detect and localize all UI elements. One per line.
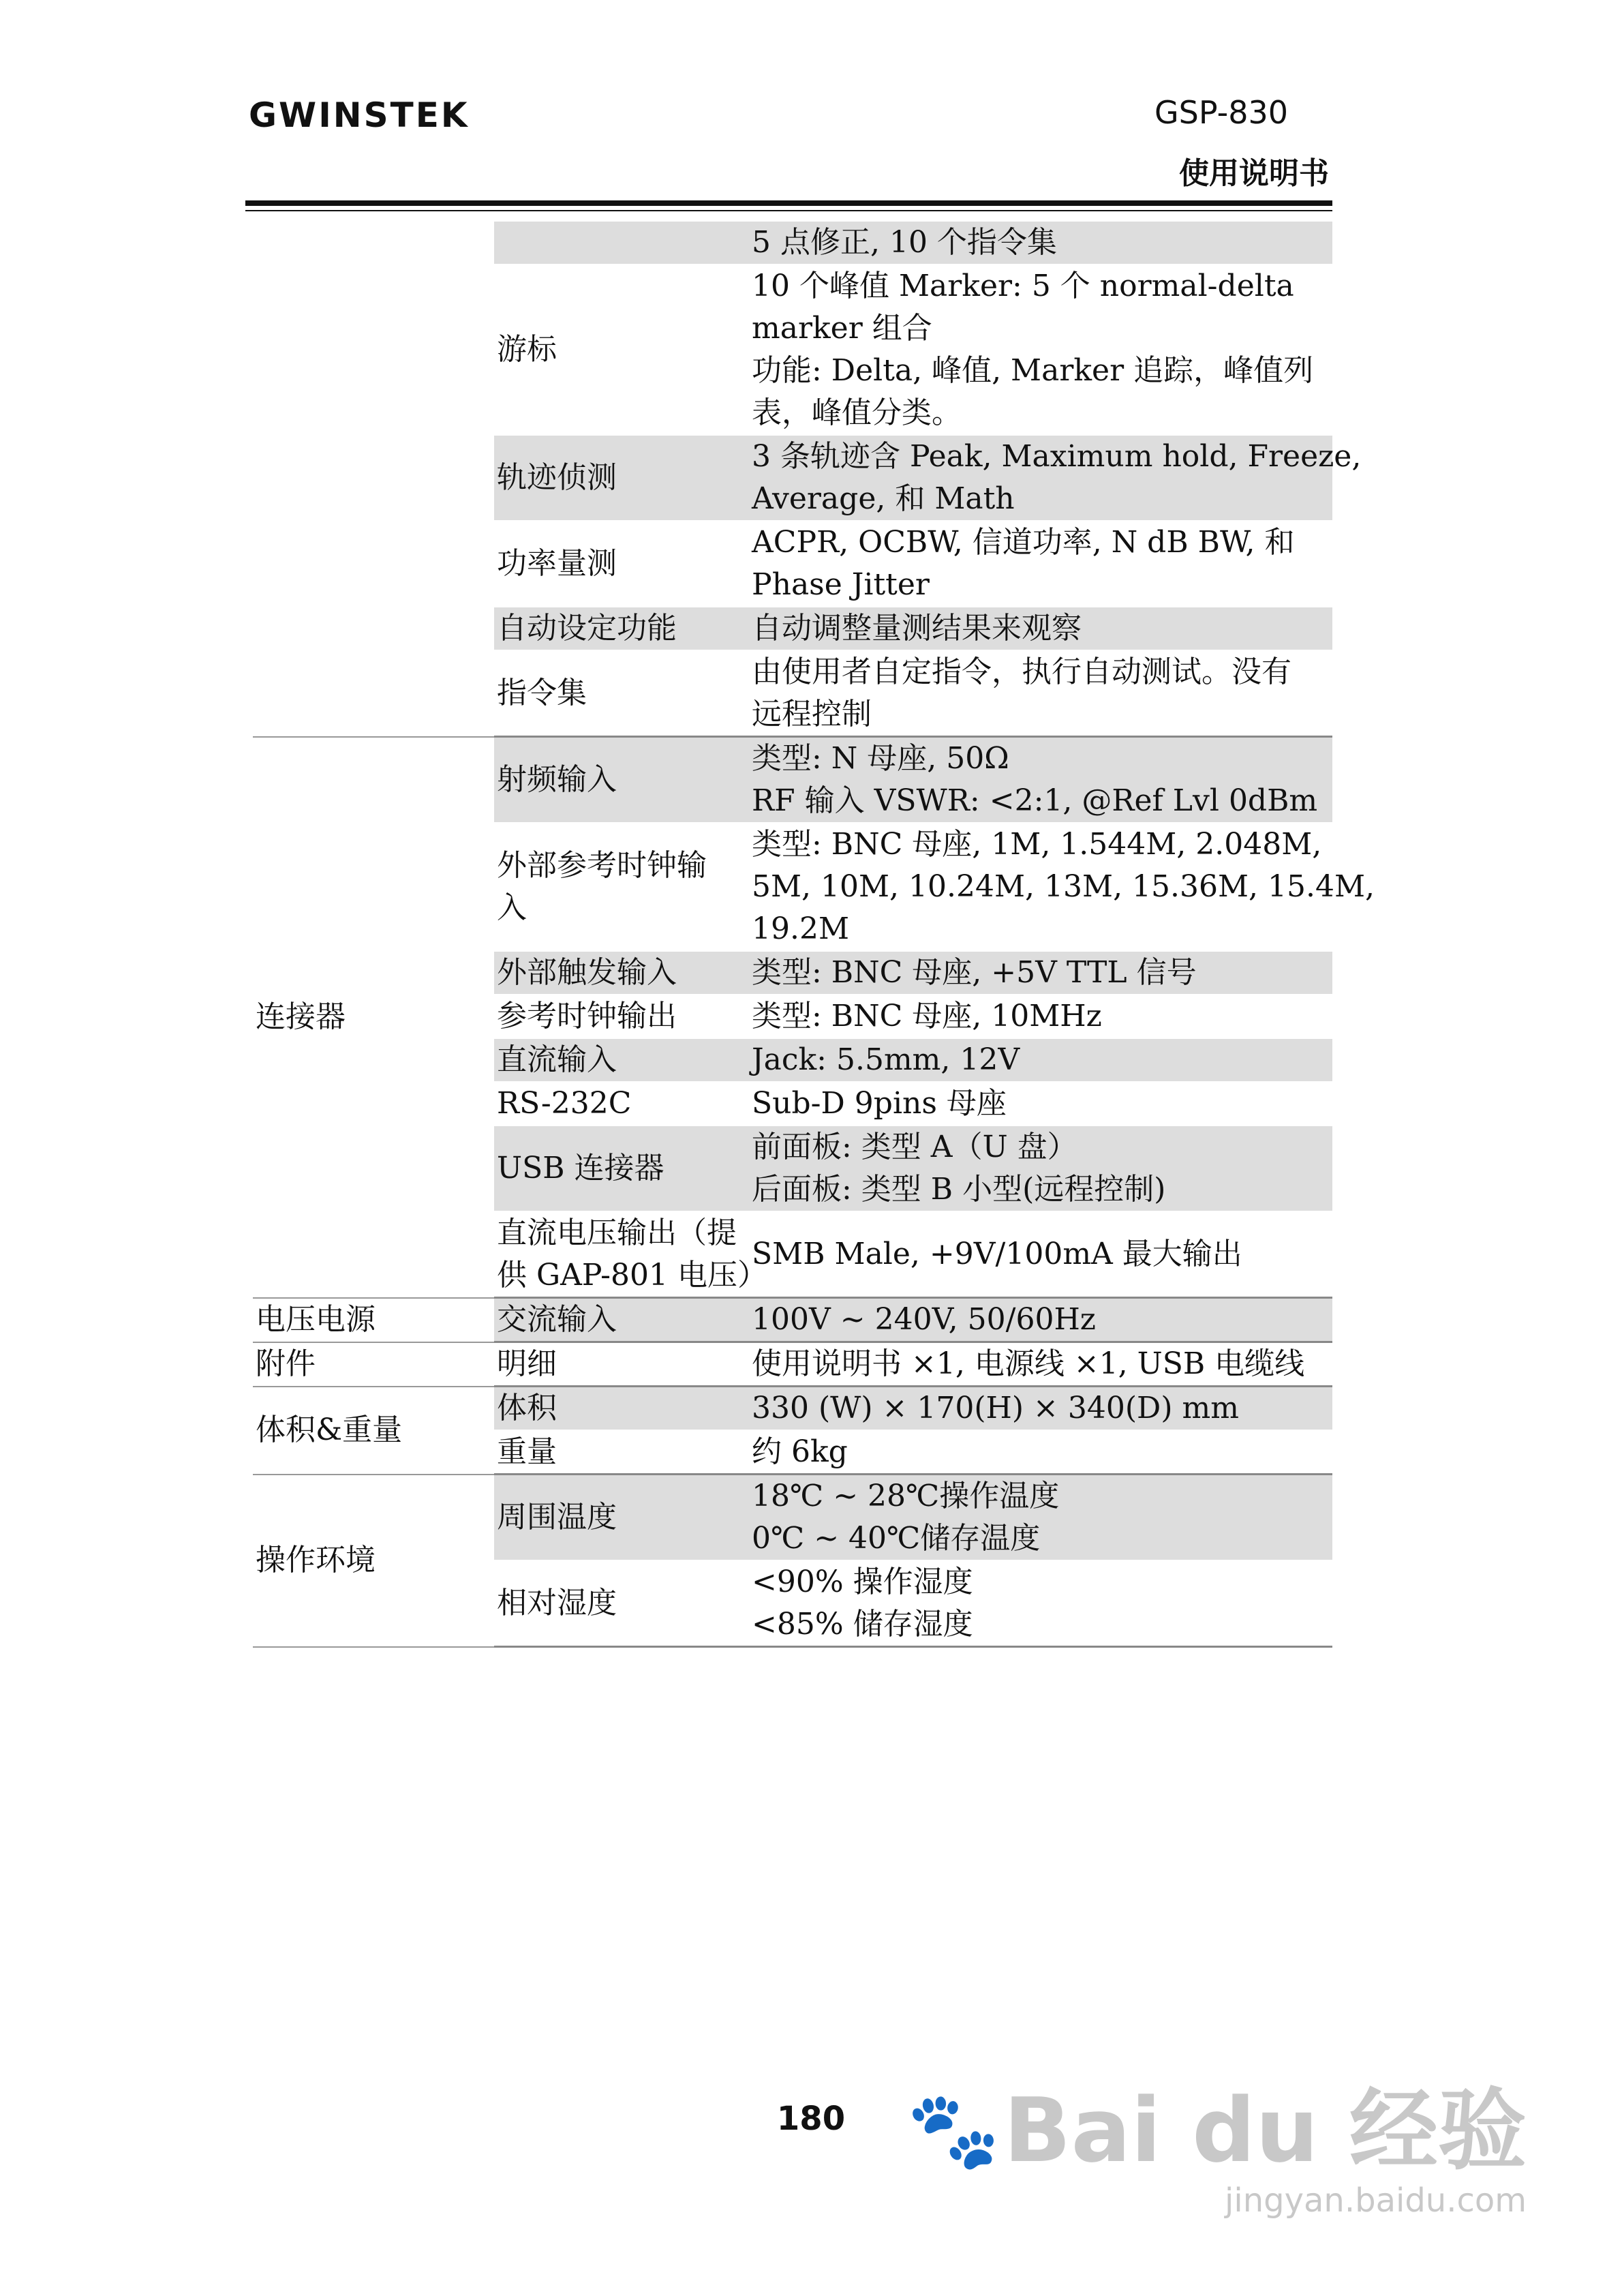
table-row (253, 222, 1332, 265)
brand-logo: GWINSTEK (249, 95, 470, 135)
sub-cell: 外部参考时钟输 入 (494, 823, 749, 951)
sub-cell: 周围温度 (494, 1475, 749, 1561)
sub-cell: 自动设定功能 (494, 607, 749, 650)
paw-icon: 🐾 (906, 2087, 1000, 2174)
sub-cell: 体积 (494, 1387, 749, 1431)
table-row (253, 1298, 1332, 1342)
sub-cell: 外部触发输入 (494, 951, 749, 995)
sub-cell: 功率量测 (494, 521, 749, 607)
manual-subtitle: 使用说明书 (1179, 156, 1329, 191)
sub-cell: 游标 (494, 265, 749, 435)
watermark-brand: Bai du 经验 (1003, 2079, 1527, 2182)
baidu-watermark (906, 2079, 1527, 2220)
sub-cell: 指令集 (494, 650, 749, 737)
value-cell: 自动调整量测结果来观察 (749, 607, 1332, 650)
value-cell: Sub-D 9pins 母座 (749, 1082, 1332, 1126)
value-cell: 类型: BNC 母座, +5V TTL 信号 (749, 951, 1332, 995)
value-cell: 10 个峰值 Marker: 5 个 normal-delta marker 组合 功能: Delta, 峰值, Marker 追踪，峰值列 表，峰值分类。 (749, 265, 1332, 435)
group-cell: 电压电源 (253, 1298, 494, 1342)
model-number: GSP-830 (1154, 94, 1288, 131)
value-cell: 使用说明书 ×1, 电源线 ×1, USB 电缆线 (749, 1342, 1332, 1387)
table-row (253, 737, 1332, 824)
spec-table (253, 222, 1375, 1648)
value-cell: 约 6kg (749, 1430, 1332, 1475)
table-row (253, 1342, 1332, 1387)
sub-cell: 相对湿度 (494, 1560, 749, 1647)
value-cell: Jack: 5.5mm, 12V (749, 1038, 1332, 1082)
value-cell: 3 条轨迹含 Peak, Maximum hold, Freeze, Average, 和 Math (749, 435, 1332, 521)
sub-cell: RS-232C (494, 1082, 749, 1126)
page-number: 180 (776, 2100, 846, 2138)
sub-cell: 参考时钟输出 (494, 995, 749, 1038)
sub-cell: 重量 (494, 1430, 749, 1475)
sub-cell: 轨迹侦测 (494, 435, 749, 521)
value-cell: 类型: BNC 母座, 1M, 1.544M, 2.048M, 5M, 10M, 10.24M, 13M, 15.36M, 15.4M, 19.2M (749, 823, 1332, 951)
sub-cell: USB 连接器 (494, 1126, 749, 1211)
sub-cell: 直流电压输出（提 供 GAP-801 电压） (494, 1211, 749, 1298)
header-rule-thick (245, 200, 1332, 206)
table-row (253, 1475, 1332, 1561)
value-cell: 类型: N 母座, 50Ω RF 输入 VSWR: <2:1, @Ref Lvl 0dBm (749, 737, 1332, 824)
group-cell (253, 222, 494, 737)
group-cell: 连接器 (253, 737, 494, 1298)
sub-cell: 直流输入 (494, 1038, 749, 1082)
sub-cell: 明细 (494, 1342, 749, 1387)
sub-cell: 射频输入 (494, 737, 749, 824)
value-cell: 类型: BNC 母座, 10MHz (749, 995, 1332, 1038)
sub-cell: 交流输入 (494, 1298, 749, 1342)
table-row (253, 1387, 1332, 1431)
group-cell: 附件 (253, 1342, 494, 1387)
watermark-url: jingyan.baidu.com (1225, 2181, 1527, 2220)
value-cell: 5 点修正, 10 个指令集 (749, 222, 1332, 265)
value-cell: 前面板: 类型 A（U 盘） 后面板: 类型 B 小型(远程控制) (749, 1126, 1332, 1211)
header-rule-thin (245, 210, 1332, 211)
value-cell: ACPR, OCBW, 信道功率, N dB BW, 和 Phase Jitter (749, 521, 1332, 607)
group-cell: 体积&重量 (253, 1387, 494, 1475)
group-cell: 操作环境 (253, 1475, 494, 1647)
value-cell: 330 (W) × 170(H) × 340(D) mm (749, 1387, 1332, 1431)
value-cell: 100V ~ 240V, 50/60Hz (749, 1298, 1332, 1342)
value-cell: 由使用者自定指令，执行自动测试。没有 远程控制 (749, 650, 1332, 737)
value-cell: 18℃ ~ 28℃操作温度 0℃ ~ 40℃储存温度 (749, 1475, 1332, 1561)
value-cell: <90% 操作湿度 <85% 储存湿度 (749, 1560, 1332, 1647)
value-cell: SMB Male, +9V/100mA 最大输出 (749, 1211, 1332, 1298)
sub-cell (494, 222, 749, 265)
